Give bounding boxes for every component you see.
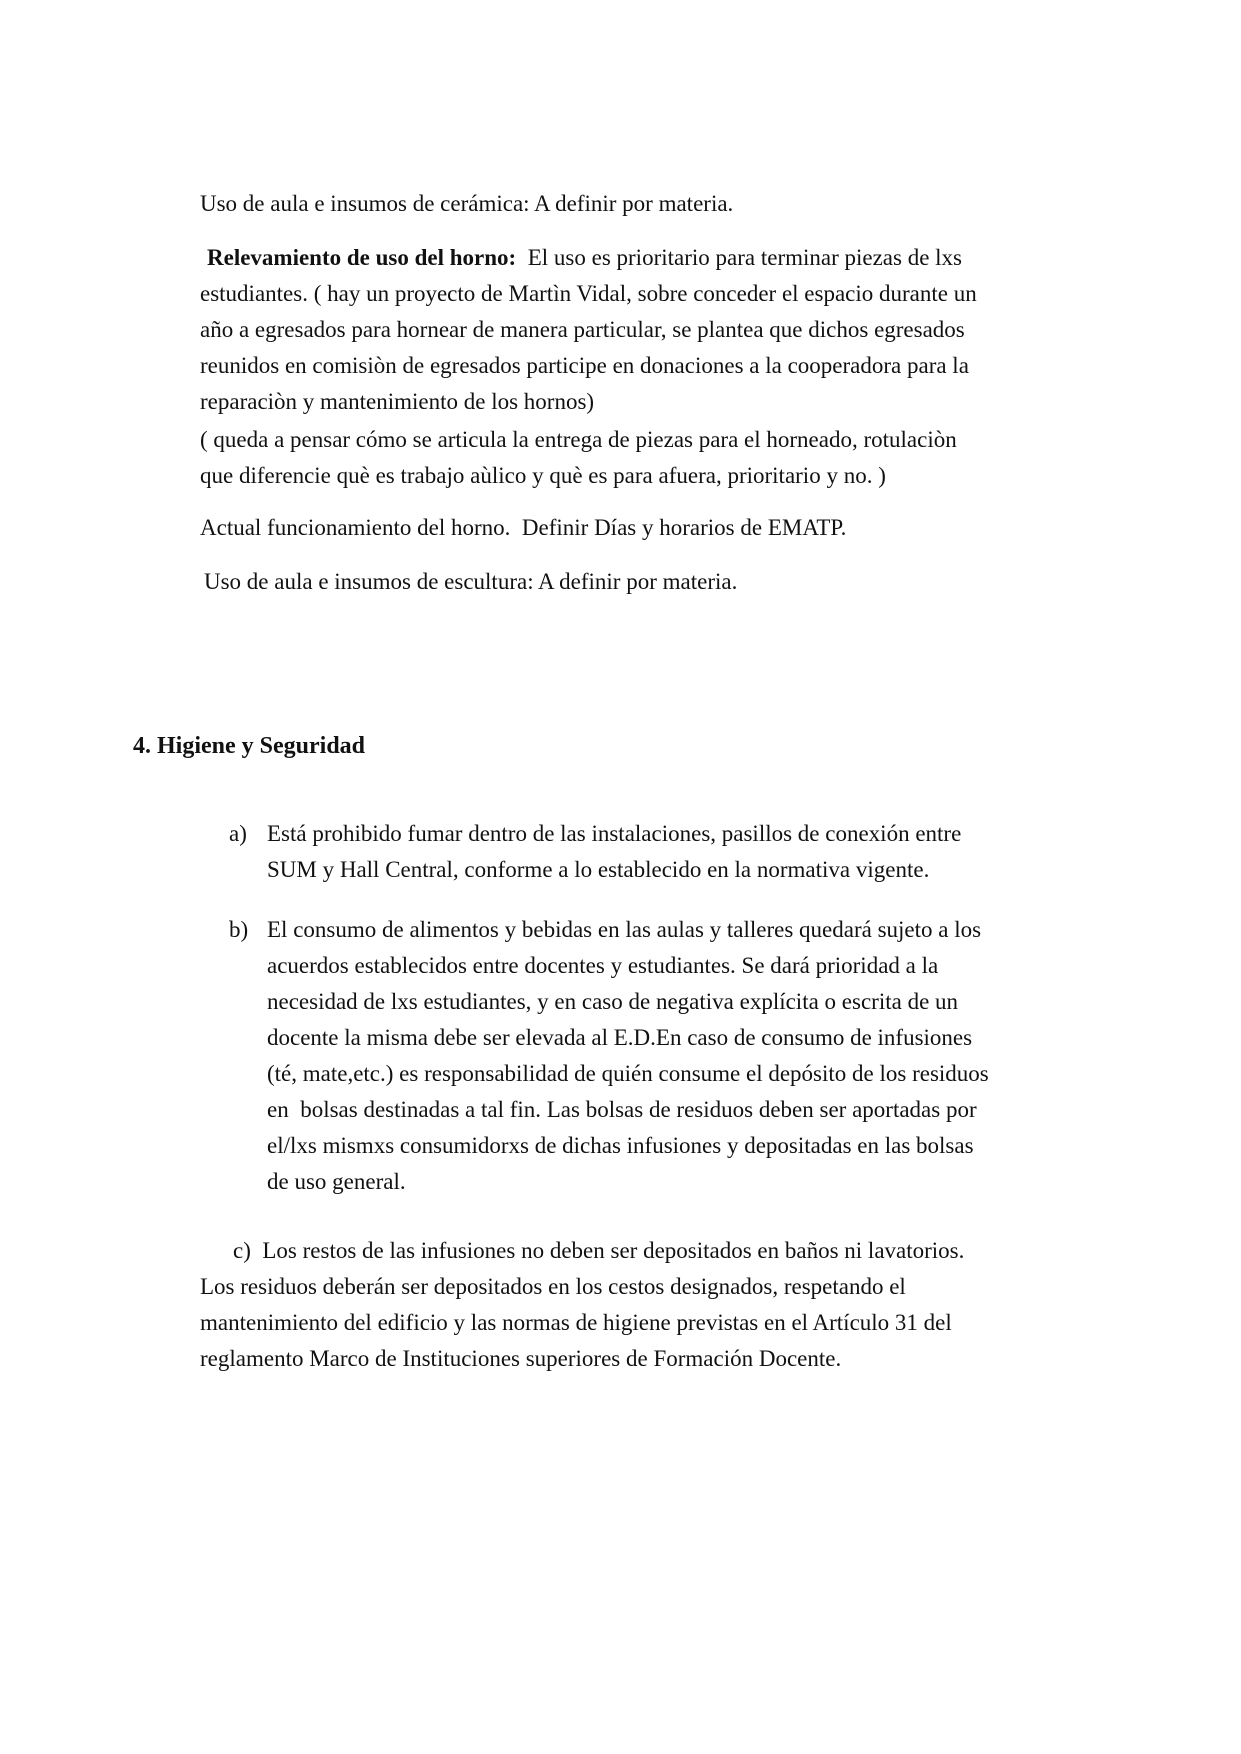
- paragraph-line: reparaciòn y mantenimiento de los hornos): [200, 389, 595, 414]
- list-item-line: acuerdos establecidos entre docentes y estudiantes. Se dará prioridad a la: [267, 953, 939, 978]
- list-item-b: [229, 912, 989, 1200]
- paragraph-line: [200, 240, 977, 276]
- list-item-c: [200, 1233, 964, 1377]
- paragraph-line: año a egresados para hornear de manera particular, se plantea que dichos egresados: [200, 317, 965, 342]
- list-item-line: Está prohibido fumar dentro de las instalaciones, pasillos de conexión entre: [267, 821, 962, 846]
- list-item-line: El consumo de alimentos y bebidas en las aulas y talleres quedará sujeto a los: [267, 917, 982, 942]
- paragraph-line: que diferencie què es trabajo aùlico y què es para afuera, prioritario y no. ): [200, 463, 886, 488]
- paragraph-line: ( queda a pensar cómo se articula la entrega de piezas para el horneado, rotulaciòn: [200, 427, 957, 452]
- list-item-line: de uso general.: [267, 1169, 406, 1194]
- paragraph-line: Uso de aula e insumos de escultura: A definir por materia.: [204, 569, 738, 594]
- paragraph-line: estudiantes. ( hay un proyecto de Martìn Vidal, sobre conceder el espacio durante un: [200, 281, 977, 306]
- list-marker: c): [233, 1238, 251, 1263]
- list-marker: b): [229, 917, 249, 942]
- paragraph-line: reunidos en comisiòn de egresados participe en donaciones a la cooperadora para la: [200, 353, 969, 378]
- list-item-line: SUM y Hall Central, conforme a lo establecido en la normativa vigente.: [267, 857, 930, 882]
- paragraph-escultura: [204, 564, 737, 600]
- paragraph-entrega-piezas: [200, 422, 957, 494]
- list-item-line: Los residuos deberán ser depositados en los cestos designados, respetando el: [200, 1274, 906, 1299]
- section-heading: 4. Higiene y Seguridad: [133, 733, 366, 759]
- paragraph-ceramica: [200, 186, 733, 222]
- list-item-line: el/lxs mismxs consumidorxs de dichas infusiones y depositadas en las bolsas: [267, 1133, 974, 1158]
- list-item-line: necesidad de lxs estudiantes, y en caso de negativa explícita o escrita de un: [267, 989, 959, 1014]
- list-item-line: reglamento Marco de Instituciones superiores de Formación Docente.: [200, 1346, 842, 1371]
- horno-label: Relevamiento de uso del horno:: [207, 245, 517, 270]
- list-item-first-text: Los restos de las infusiones no deben ser depositados en baños ni lavatorios.: [262, 1238, 965, 1263]
- list-item-line: docente la misma debe ser elevada al E.D.En caso de consumo de infusiones: [267, 1025, 973, 1050]
- list-item-line: [200, 1233, 964, 1269]
- list-marker: a): [229, 821, 247, 846]
- list-item-line: mantenimiento del edificio y las normas de higiene previstas en el Artículo 31 del: [200, 1310, 952, 1335]
- paragraph-funcionamiento: [200, 510, 846, 546]
- paragraph-horno: [200, 240, 977, 420]
- list-item-a: [229, 816, 962, 888]
- paragraph-line: Actual funcionamiento del horno. Definir Días y horarios de EMATP.: [200, 515, 847, 540]
- horno-line1-text: El uso es prioritario para terminar piezas de lxs: [516, 245, 963, 270]
- paragraph-line: Uso de aula e insumos de cerámica: A definir por materia.: [200, 191, 734, 216]
- list-item-line: en bolsas destinadas a tal fin. Las bolsas de residuos deben ser aportadas por: [267, 1097, 977, 1122]
- list-item-line: (té, mate,etc.) es responsabilidad de quién consume el depósito de los residuos: [267, 1061, 989, 1086]
